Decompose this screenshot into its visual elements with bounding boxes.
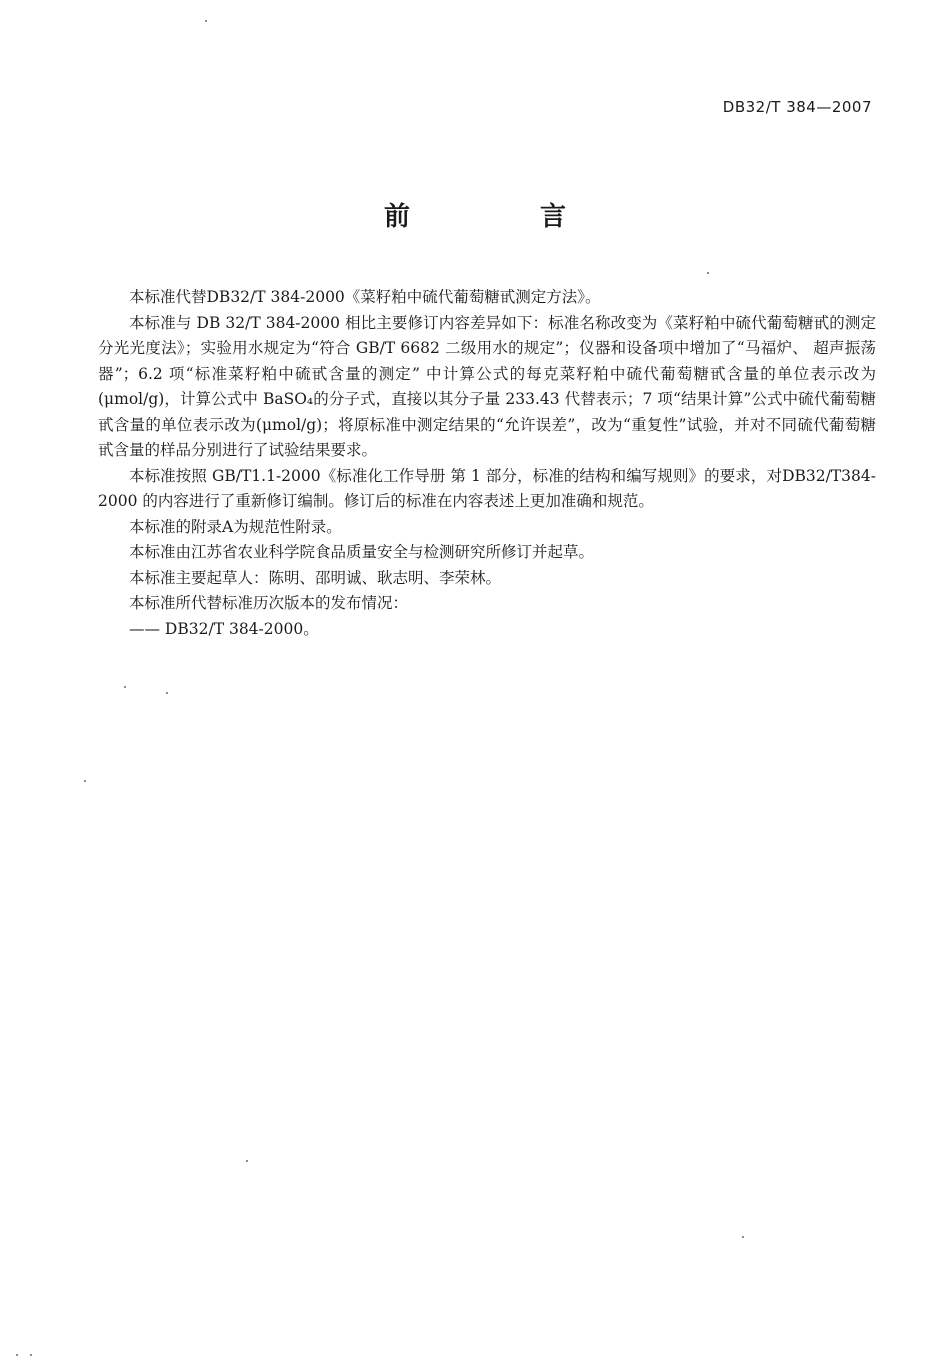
history-item: —— DB32/T 384-2000。 [129,619,319,638]
scan-speck [246,1160,248,1162]
paragraph-drafters: 本标准主要起草人：陈明、邵明诚、耿志明、李荣林。 [129,568,502,587]
scan-speck [166,692,168,694]
scan-speck [84,780,86,782]
scan-speck [124,686,126,688]
scan-speck [742,1236,744,1238]
paragraph-replaces: 本标准代替DB32/T 384-2000《菜籽粕中硫代葡萄糖甙测定方法》。 [129,288,601,306]
scan-speck [205,20,207,22]
paragraph-drafting-rules: 本标准按照 GB/T1.1-2000《标准化工作导册 第 1 部分，标准的结构和编写规则》的要求，对DB32/T384-2000 的内容进行了重新修订编制。修订后的标准在内容表述上更加准确和规范。 [98,466,876,510]
paragraph-annex: 本标准的附录A为规范性附录。 [129,517,342,536]
paragraph-history-intro: 本标准所代替标准历次版本的发布情况： [129,594,409,612]
scan-speck [16,1354,18,1356]
paragraph-changes: 本标准与 DB 32/T 384-2000 相比主要修订内容差异如下：标准名称改变为《菜籽粕中硫代葡萄糖甙的测定 分光光度法》；实验用水规定为“符合 GB/T 6682 二级用水的规定”；仪器和设备项中增加了“马福炉、 超声振荡器”；6.2 项“标准菜籽粕中硫甙含量的测定” 中计算公式的每克菜籽粕中硫代葡萄糖甙含量的单位表示改为(μmol/g)，计算公式中 BaSO₄的分子式，直接以其分子量 233.43 代替表示；7 项“结果计算”公式中硫代葡萄糖甙含量的单位表示改为(μmol/g)；将原标准中测定结果的“允许误差”，改为“重复性”试验，并对不同硫代葡萄糖甙含量的样品分别进行了试验结果要求。 [98,313,876,459]
paragraph-drafting-unit: 本标准由江苏省农业科学院食品质量安全与检测研究所修订并起草。 [129,543,595,561]
page-title: 前 言 [383,202,618,232]
foreword-body [98,285,876,642]
scan-speck [30,1354,32,1356]
scan-speck [707,272,709,274]
standard-code: DB32/T 384—2007 [722,98,872,116]
